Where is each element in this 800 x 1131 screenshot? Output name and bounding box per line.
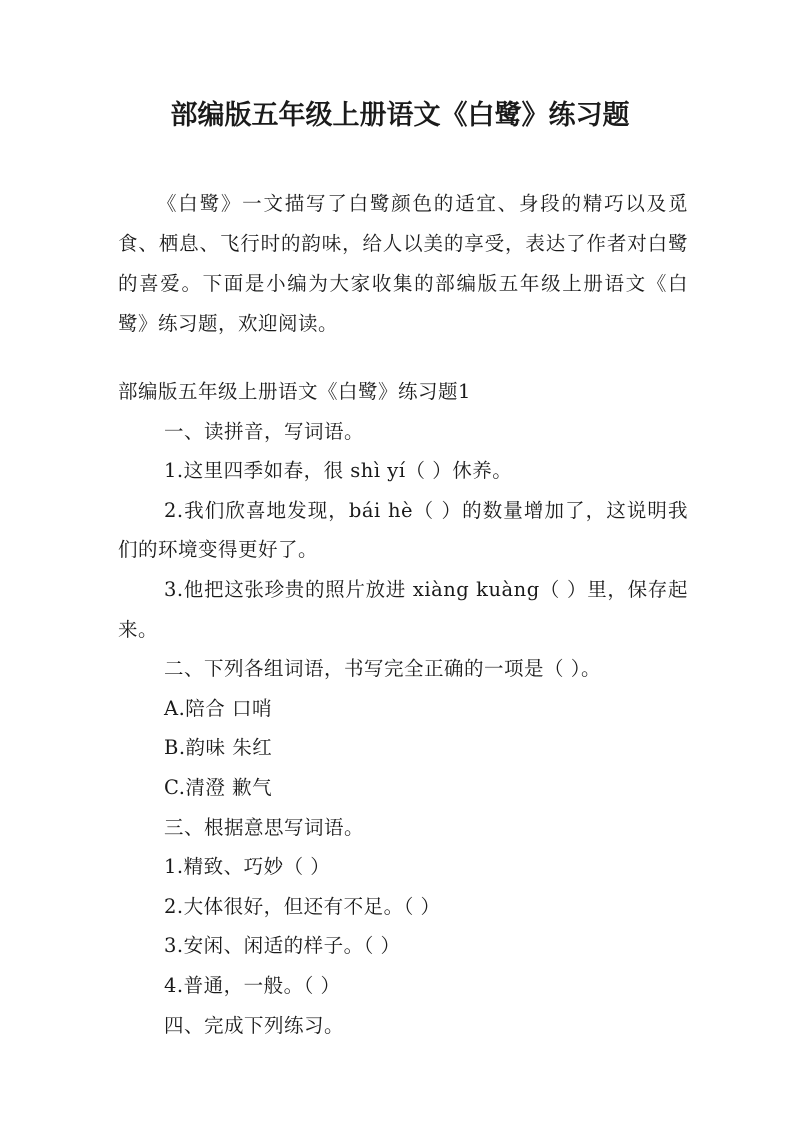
question-1-heading: 一、读拼音，写词语。 [164,419,365,443]
question-2-heading: 二、下列各组词语，书写完全正确的一项是（ ）。 [164,657,601,681]
question-3-item-4: 4.普通，一般。（ ） [164,973,341,997]
page-title: 部编版五年级上册语文《白鹭》练习题 [170,100,630,131]
question-1-item-1: 1.这里四季如春，很 shì yí（ ）休养。 [164,459,513,483]
question-2-option-c: C.清澄 歉气 [164,775,273,799]
question-2-option-b: B.韵味 朱红 [164,736,273,760]
intro-paragraph: 《白鹭》一文描写了白鹭颜色的适宜、身段的精巧以及觅食、栖息、飞行时的韵味，给人以美的享受，表达了作者对白鹭的喜爱。下面是小编为大家收集的部编版五年级上册语文《白鹭》练习题，欢迎阅读。 [118,192,688,335]
exercise-body [118,372,688,1045]
question-3-item-2: 2.大体很好，但还有不足。（ ） [164,894,441,918]
question-1-item-2: 2.我们欣喜地发现，bái hè（ ）的数量增加了，这说明我们的环境变得更好了。 [118,498,688,562]
question-3-item-1: 1.精致、巧妙（ ） [164,855,331,879]
question-2-option-a: A.陪合 口哨 [164,696,272,720]
section-heading: 部编版五年级上册语文《白鹭》练习题1 [118,380,471,403]
question-4-heading: 四、完成下列练习。 [164,1013,345,1037]
question-1-item-3: 3.他把这张珍贵的照片放进 xiàng kuàng（ ）里，保存起来。 [118,577,688,641]
question-3-item-3: 3.安闲、闲适的样子。（ ） [164,934,401,958]
question-3-heading: 三、根据意思写词语。 [164,815,365,839]
